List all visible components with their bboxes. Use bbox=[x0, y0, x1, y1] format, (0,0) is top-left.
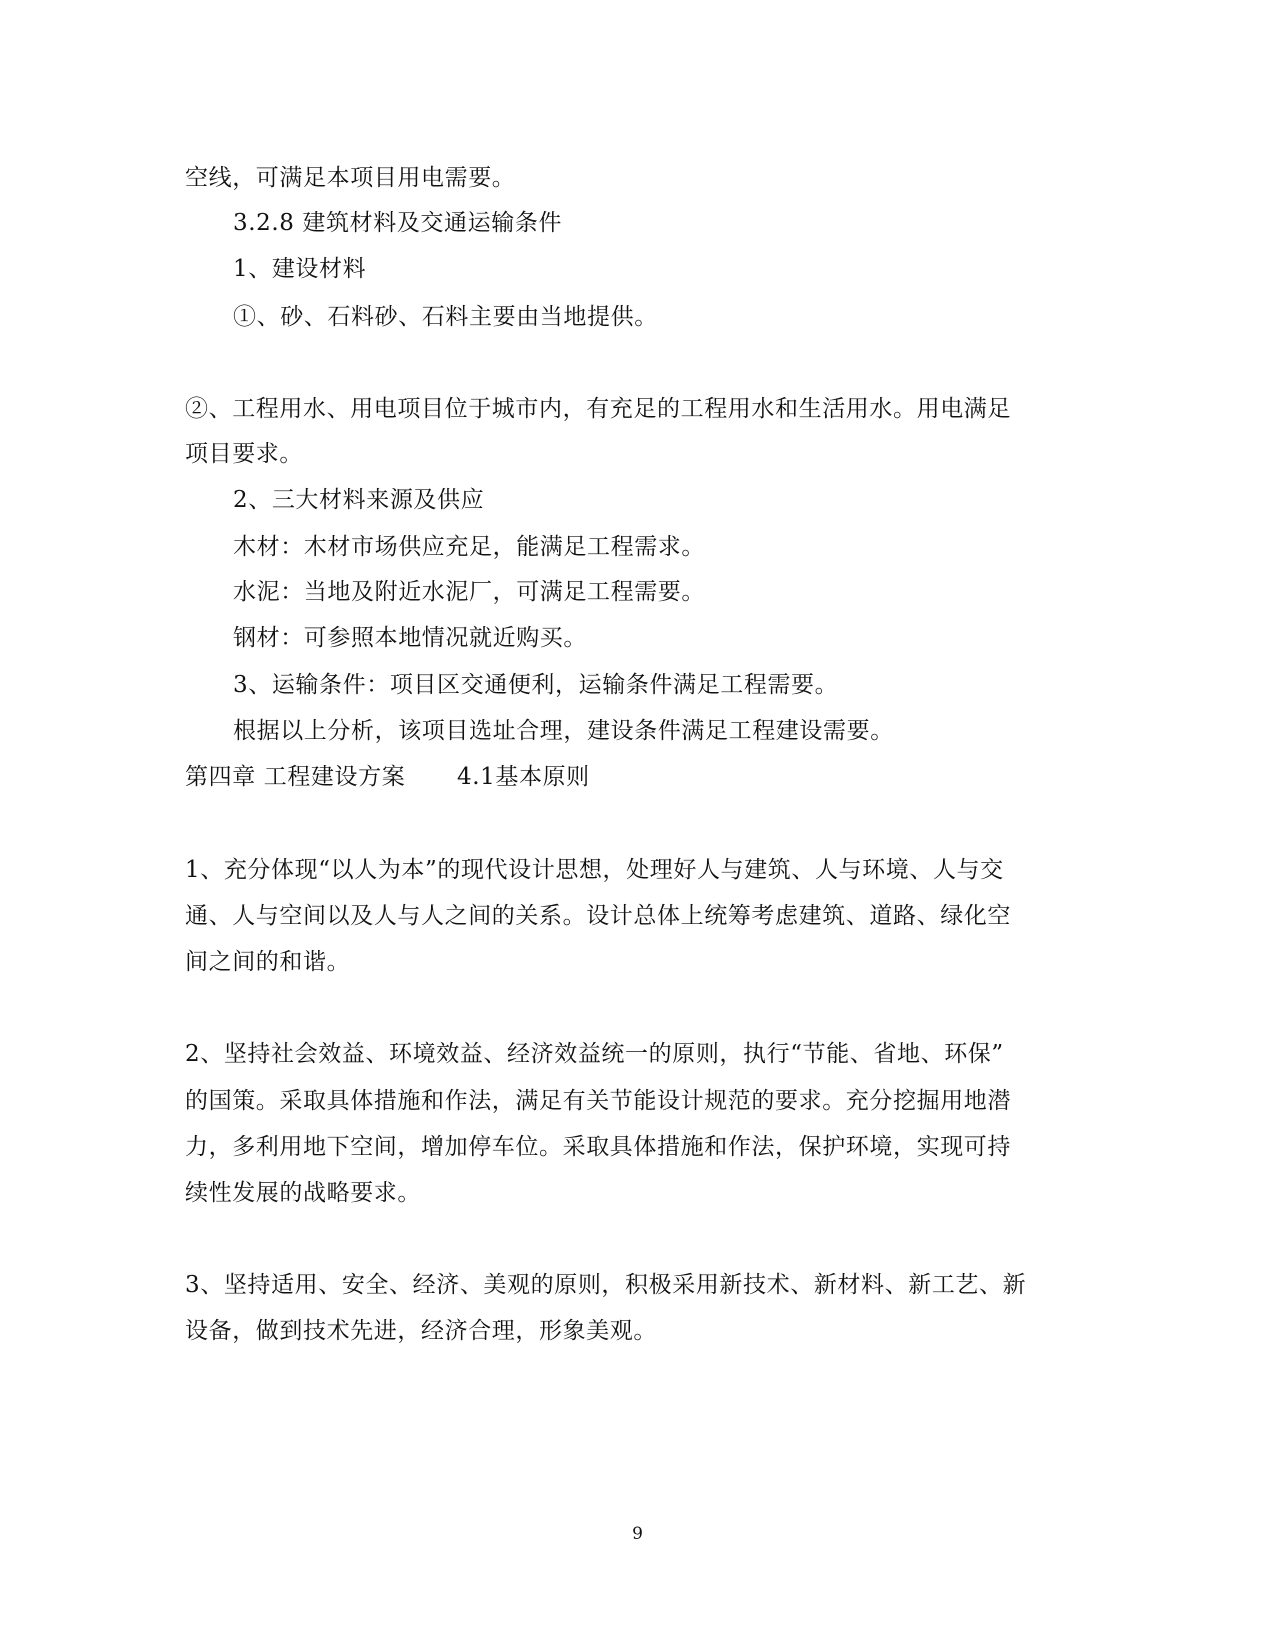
page-number: 9 bbox=[632, 1524, 643, 1544]
section-heading: 3.2.8 建筑材料及交通运输条件 bbox=[233, 210, 563, 236]
text-line: 续性发展的战略要求。 bbox=[185, 1180, 421, 1206]
text-line: 力，多利用地下空间，增加停车位。采取具体措施和作法，保护环境，实现可持 bbox=[185, 1134, 1011, 1160]
text-line: ②、工程用水、用电项目位于城市内，有充足的工程用水和生活用水。用电满足 bbox=[185, 396, 1011, 422]
text-line: 间之间的和谐。 bbox=[185, 949, 351, 975]
text-line: 水泥：当地及附近水泥厂，可满足工程需要。 bbox=[233, 579, 705, 605]
text-line: 空线，可满足本项目用电需要。 bbox=[185, 165, 516, 191]
chapter-heading: 第四章 工程建设方案 bbox=[185, 764, 406, 790]
text-line: ①、砂、石料砂、石料主要由当地提供。 bbox=[233, 304, 658, 330]
text-line: 钢材：可参照本地情况就近购买。 bbox=[233, 625, 587, 651]
list-heading: 1、建设材料 bbox=[233, 256, 367, 282]
text-line: 木材：木材市场供应充足，能满足工程需求。 bbox=[233, 534, 705, 560]
text-line: 3、坚持适用、安全、经济、美观的原则，积极采用新技术、新材料、新工艺、新 bbox=[185, 1272, 1027, 1298]
text-line: 项目要求。 bbox=[185, 441, 303, 467]
subsection-heading: 4.1基本原则 bbox=[457, 764, 590, 790]
text-line: 3、运输条件：项目区交通便利，运输条件满足工程需要。 bbox=[233, 672, 839, 698]
list-heading: 2、三大材料来源及供应 bbox=[233, 487, 485, 513]
text-line: 2、坚持社会效益、环境效益、经济效益统一的原则，执行“节能、省地、环保” bbox=[185, 1041, 1004, 1067]
text-line: 的国策。采取具体措施和作法，满足有关节能设计规范的要求。充分挖掘用地潜 bbox=[185, 1088, 1011, 1114]
text-line: 1、充分体现“以人为本”的现代设计思想，处理好人与建筑、人与环境、人与交 bbox=[185, 857, 1004, 883]
text-line: 设备，做到技术先进，经济合理，形象美观。 bbox=[185, 1318, 657, 1344]
text-line: 根据以上分析，该项目选址合理，建设条件满足工程建设需要。 bbox=[233, 718, 894, 744]
text-line: 通、人与空间以及人与人之间的关系。设计总体上统筹考虑建筑、道路、绿化空 bbox=[185, 903, 1011, 929]
